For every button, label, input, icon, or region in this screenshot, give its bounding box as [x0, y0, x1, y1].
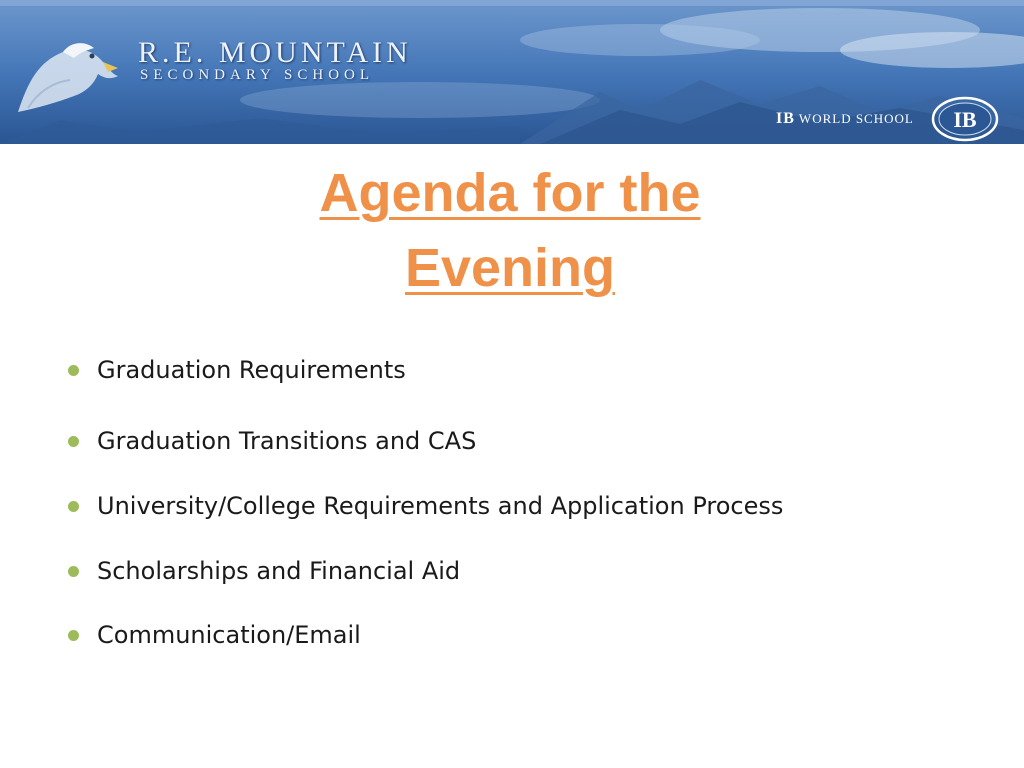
bullet-icon [68, 365, 79, 376]
ib-logo-icon [930, 96, 1000, 142]
bullet-icon [68, 501, 79, 512]
agenda-item-text: University/College Requirements and Application Process [97, 492, 784, 520]
bullet-icon [68, 566, 79, 577]
ib-prefix: IB [776, 110, 795, 127]
header-banner [0, 0, 1024, 144]
agenda-item [68, 353, 406, 387]
school-subtitle: SECONDARY SCHOOL [140, 67, 375, 83]
agenda-item-text: Communication/Email [97, 621, 361, 649]
agenda-item-text: Scholarships and Financial Aid [97, 557, 461, 585]
agenda-item [68, 618, 361, 652]
slide-title [200, 156, 820, 306]
ib-world-school-label [776, 110, 914, 128]
agenda-item [68, 489, 783, 523]
agenda-item [68, 554, 460, 588]
ib-logo-monogram: IB [953, 107, 977, 132]
agenda-item [68, 424, 476, 458]
title-line-1: Agenda for the [319, 163, 701, 223]
bullet-icon [68, 436, 79, 447]
agenda-item-text: Graduation Transitions and CAS [97, 427, 477, 455]
eagle-icon [8, 22, 128, 122]
title-line-2: Evening [404, 238, 616, 298]
agenda-item-text: Graduation Requirements [97, 356, 406, 384]
ib-label-text: WORLD SCHOOL [798, 111, 914, 126]
bullet-icon [68, 630, 79, 641]
school-name: R.E. MOUNTAIN [138, 36, 412, 69]
